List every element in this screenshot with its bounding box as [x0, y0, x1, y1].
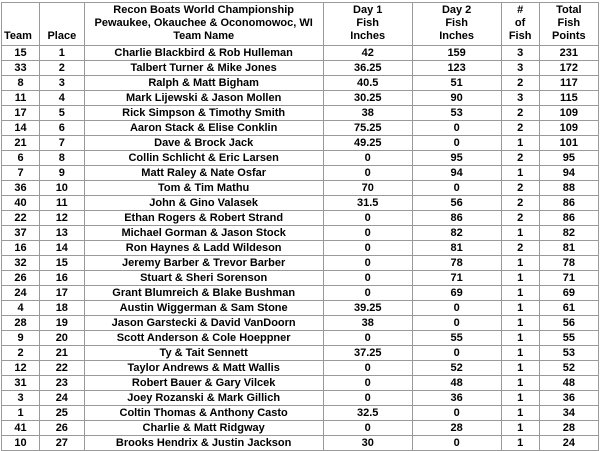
cell-day2-inches: 81 — [412, 241, 501, 256]
cell-day1-inches: 0 — [323, 226, 412, 241]
cell-num-fish: 1 — [501, 316, 539, 331]
cell-place: 18 — [40, 301, 84, 316]
cell-team-name: Mark Lijewski & Jason Mollen — [84, 91, 323, 106]
cell-total-points: 109 — [539, 106, 598, 121]
cell-day1-inches: 42 — [323, 46, 412, 61]
table-row — [2, 376, 599, 391]
cell-num-fish: 2 — [501, 241, 539, 256]
cell-day2-inches: 0 — [412, 301, 501, 316]
table-row — [2, 181, 599, 196]
cell-team: 7 — [2, 166, 40, 181]
cell-total-points: 28 — [539, 421, 598, 436]
cell-place: 25 — [40, 406, 84, 421]
cell-day2-inches: 94 — [412, 166, 501, 181]
header-place: Place — [40, 3, 84, 46]
cell-team-name: Jeremy Barber & Trevor Barber — [84, 256, 323, 271]
cell-place: 14 — [40, 241, 84, 256]
cell-num-fish: 1 — [501, 361, 539, 376]
cell-day1-inches: 0 — [323, 271, 412, 286]
table-row — [2, 106, 599, 121]
cell-num-fish: 1 — [501, 421, 539, 436]
table-row — [2, 331, 599, 346]
cell-team: 16 — [2, 241, 40, 256]
table-row — [2, 61, 599, 76]
cell-place: 1 — [40, 46, 84, 61]
cell-team: 10 — [2, 436, 40, 451]
cell-team: 24 — [2, 286, 40, 301]
cell-num-fish: 2 — [501, 196, 539, 211]
cell-day1-inches: 40.5 — [323, 76, 412, 91]
cell-team: 26 — [2, 271, 40, 286]
table-row — [2, 241, 599, 256]
header-total-points: Total Fish Points — [539, 3, 598, 46]
cell-num-fish: 1 — [501, 301, 539, 316]
cell-team: 28 — [2, 316, 40, 331]
table-row — [2, 166, 599, 181]
cell-day2-inches: 0 — [412, 436, 501, 451]
cell-team-name: Grant Blumreich & Blake Bushman — [84, 286, 323, 301]
cell-total-points: 117 — [539, 76, 598, 91]
cell-total-points: 109 — [539, 121, 598, 136]
cell-team: 14 — [2, 121, 40, 136]
cell-place: 7 — [40, 136, 84, 151]
cell-total-points: 78 — [539, 256, 598, 271]
cell-day2-inches: 0 — [412, 136, 501, 151]
team-name-label: Team Name — [173, 30, 235, 42]
cell-day2-inches: 0 — [412, 406, 501, 421]
cell-team: 2 — [2, 346, 40, 361]
cell-place: 27 — [40, 436, 84, 451]
cell-total-points: 52 — [539, 361, 598, 376]
cell-team-name: Coltin Thomas & Anthony Casto — [84, 406, 323, 421]
cell-team-name: Ron Haynes & Ladd Wildeson — [84, 241, 323, 256]
cell-team-name: Scott Anderson & Cole Hoeppner — [84, 331, 323, 346]
cell-total-points: 36 — [539, 391, 598, 406]
cell-team-name: Jason Garstecki & David VanDoorn — [84, 316, 323, 331]
table-row — [2, 361, 599, 376]
cell-team: 22 — [2, 211, 40, 226]
cell-team-name: Robert Bauer & Gary Vilcek — [84, 376, 323, 391]
header-day1: Day 1 Fish Inches — [323, 3, 412, 46]
cell-day2-inches: 123 — [412, 61, 501, 76]
cell-team: 31 — [2, 376, 40, 391]
cell-place: 2 — [40, 61, 84, 76]
cell-total-points: 82 — [539, 226, 598, 241]
cell-day1-inches: 32.5 — [323, 406, 412, 421]
cell-day1-inches: 0 — [323, 376, 412, 391]
cell-place: 22 — [40, 361, 84, 376]
table-row — [2, 286, 599, 301]
cell-team: 11 — [2, 91, 40, 106]
cell-day2-inches: 0 — [412, 316, 501, 331]
cell-place: 6 — [40, 121, 84, 136]
table-row — [2, 256, 599, 271]
cell-team-name: Charlie & Matt Ridgway — [84, 421, 323, 436]
cell-place: 10 — [40, 181, 84, 196]
cell-day2-inches: 0 — [412, 121, 501, 136]
cell-team-name: Matt Raley & Nate Osfar — [84, 166, 323, 181]
cell-team: 37 — [2, 226, 40, 241]
cell-team-name: Ty & Tait Sennett — [84, 346, 323, 361]
cell-team: 32 — [2, 256, 40, 271]
cell-place: 4 — [40, 91, 84, 106]
cell-day1-inches: 37.25 — [323, 346, 412, 361]
cell-team-name: Talbert Turner & Mike Jones — [84, 61, 323, 76]
table-row — [2, 46, 599, 61]
cell-team-name: Charlie Blackbird & Rob Hulleman — [84, 46, 323, 61]
cell-day1-inches: 0 — [323, 211, 412, 226]
cell-num-fish: 1 — [501, 136, 539, 151]
table-row — [2, 316, 599, 331]
cell-team: 33 — [2, 61, 40, 76]
cell-num-fish: 2 — [501, 211, 539, 226]
table-header — [2, 3, 599, 46]
header-team-name — [84, 3, 323, 46]
cell-team-name: John & Gino Valasek — [84, 196, 323, 211]
cell-day2-inches: 36 — [412, 391, 501, 406]
table-row — [2, 436, 599, 451]
cell-team: 41 — [2, 421, 40, 436]
cell-day1-inches: 31.5 — [323, 196, 412, 211]
cell-total-points: 24 — [539, 436, 598, 451]
cell-place: 16 — [40, 271, 84, 286]
table-row — [2, 76, 599, 91]
results-table — [1, 2, 599, 451]
cell-total-points: 86 — [539, 211, 598, 226]
cell-team-name: Stuart & Sheri Sorenson — [84, 271, 323, 286]
table-row — [2, 421, 599, 436]
cell-total-points: 115 — [539, 91, 598, 106]
cell-day1-inches: 70 — [323, 181, 412, 196]
cell-total-points: 231 — [539, 46, 598, 61]
table-row — [2, 346, 599, 361]
cell-total-points: 71 — [539, 271, 598, 286]
event-title: Recon Boats World Championship — [113, 4, 294, 16]
table-body — [2, 46, 599, 451]
cell-num-fish: 2 — [501, 121, 539, 136]
cell-day1-inches: 0 — [323, 421, 412, 436]
table-row — [2, 406, 599, 421]
cell-team: 4 — [2, 301, 40, 316]
header-row — [2, 3, 599, 46]
cell-place: 12 — [40, 211, 84, 226]
cell-day2-inches: 0 — [412, 346, 501, 361]
header-team: Team — [2, 3, 40, 46]
cell-day1-inches: 30.25 — [323, 91, 412, 106]
cell-total-points: 172 — [539, 61, 598, 76]
cell-team-name: Collin Schlicht & Eric Larsen — [84, 151, 323, 166]
cell-place: 11 — [40, 196, 84, 211]
cell-total-points: 56 — [539, 316, 598, 331]
table-row — [2, 136, 599, 151]
cell-num-fish: 1 — [501, 286, 539, 301]
cell-day2-inches: 48 — [412, 376, 501, 391]
cell-day2-inches: 69 — [412, 286, 501, 301]
cell-day1-inches: 0 — [323, 256, 412, 271]
cell-team-name: Rick Simpson & Timothy Smith — [84, 106, 323, 121]
cell-num-fish: 2 — [501, 181, 539, 196]
cell-day1-inches: 38 — [323, 106, 412, 121]
cell-team: 6 — [2, 151, 40, 166]
cell-total-points: 53 — [539, 346, 598, 361]
cell-day2-inches: 51 — [412, 76, 501, 91]
cell-team-name: Michael Gorman & Jason Stock — [84, 226, 323, 241]
cell-num-fish: 1 — [501, 256, 539, 271]
cell-team: 3 — [2, 391, 40, 406]
table-row — [2, 151, 599, 166]
table-row — [2, 211, 599, 226]
cell-day2-inches: 159 — [412, 46, 501, 61]
cell-team: 15 — [2, 46, 40, 61]
event-location: Pewaukee, Okauchee & Oconomowoc, WI — [94, 17, 313, 29]
cell-num-fish: 1 — [501, 436, 539, 451]
cell-total-points: 55 — [539, 331, 598, 346]
cell-place: 9 — [40, 166, 84, 181]
cell-team-name: Dave & Brock Jack — [84, 136, 323, 151]
cell-day2-inches: 53 — [412, 106, 501, 121]
cell-num-fish: 1 — [501, 391, 539, 406]
cell-place: 23 — [40, 376, 84, 391]
cell-num-fish: 1 — [501, 271, 539, 286]
cell-num-fish: 1 — [501, 406, 539, 421]
cell-num-fish: 1 — [501, 166, 539, 181]
cell-team-name: Brooks Hendrix & Justin Jackson — [84, 436, 323, 451]
cell-team-name: Ralph & Matt Bigham — [84, 76, 323, 91]
cell-day1-inches: 75.25 — [323, 121, 412, 136]
cell-day2-inches: 71 — [412, 271, 501, 286]
table-row — [2, 121, 599, 136]
cell-day1-inches: 49.25 — [323, 136, 412, 151]
cell-total-points: 61 — [539, 301, 598, 316]
cell-total-points: 81 — [539, 241, 598, 256]
cell-team: 8 — [2, 76, 40, 91]
cell-num-fish: 1 — [501, 376, 539, 391]
cell-place: 19 — [40, 316, 84, 331]
cell-day2-inches: 78 — [412, 256, 501, 271]
cell-day1-inches: 38 — [323, 316, 412, 331]
table-row — [2, 271, 599, 286]
cell-day1-inches: 36.25 — [323, 61, 412, 76]
cell-total-points: 69 — [539, 286, 598, 301]
cell-total-points: 101 — [539, 136, 598, 151]
cell-num-fish: 1 — [501, 331, 539, 346]
cell-place: 13 — [40, 226, 84, 241]
cell-day2-inches: 55 — [412, 331, 501, 346]
cell-num-fish: 3 — [501, 46, 539, 61]
cell-team-name: Taylor Andrews & Matt Wallis — [84, 361, 323, 376]
cell-day2-inches: 0 — [412, 181, 501, 196]
cell-num-fish: 1 — [501, 346, 539, 361]
cell-day1-inches: 0 — [323, 241, 412, 256]
cell-place: 21 — [40, 346, 84, 361]
cell-day1-inches: 0 — [323, 331, 412, 346]
cell-team-name: Joey Rozanski & Mark Gillich — [84, 391, 323, 406]
cell-total-points: 34 — [539, 406, 598, 421]
cell-team-name: Tom & Tim Mathu — [84, 181, 323, 196]
cell-team: 9 — [2, 331, 40, 346]
cell-day1-inches: 0 — [323, 151, 412, 166]
cell-team: 17 — [2, 106, 40, 121]
cell-day2-inches: 28 — [412, 421, 501, 436]
cell-place: 3 — [40, 76, 84, 91]
cell-place: 5 — [40, 106, 84, 121]
table-row — [2, 391, 599, 406]
header-num-fish: # of Fish — [501, 3, 539, 46]
cell-day1-inches: 0 — [323, 166, 412, 181]
cell-place: 8 — [40, 151, 84, 166]
cell-num-fish: 2 — [501, 76, 539, 91]
cell-day2-inches: 90 — [412, 91, 501, 106]
cell-place: 20 — [40, 331, 84, 346]
cell-team-name: Aaron Stack & Elise Conklin — [84, 121, 323, 136]
cell-day2-inches: 86 — [412, 211, 501, 226]
cell-total-points: 94 — [539, 166, 598, 181]
cell-day2-inches: 56 — [412, 196, 501, 211]
cell-total-points: 95 — [539, 151, 598, 166]
cell-num-fish: 3 — [501, 61, 539, 76]
table-row — [2, 91, 599, 106]
cell-num-fish: 3 — [501, 91, 539, 106]
cell-num-fish: 2 — [501, 151, 539, 166]
cell-day1-inches: 0 — [323, 361, 412, 376]
cell-place: 26 — [40, 421, 84, 436]
cell-place: 17 — [40, 286, 84, 301]
cell-team: 36 — [2, 181, 40, 196]
cell-team-name: Ethan Rogers & Robert Strand — [84, 211, 323, 226]
cell-day1-inches: 0 — [323, 391, 412, 406]
cell-place: 24 — [40, 391, 84, 406]
cell-day1-inches: 30 — [323, 436, 412, 451]
cell-team: 1 — [2, 406, 40, 421]
cell-day2-inches: 52 — [412, 361, 501, 376]
cell-place: 15 — [40, 256, 84, 271]
cell-total-points: 86 — [539, 196, 598, 211]
cell-team-name: Austin Wiggerman & Sam Stone — [84, 301, 323, 316]
cell-team: 40 — [2, 196, 40, 211]
header-day2: Day 2 Fish Inches — [412, 3, 501, 46]
cell-team: 21 — [2, 136, 40, 151]
table-row — [2, 301, 599, 316]
cell-day2-inches: 95 — [412, 151, 501, 166]
cell-day1-inches: 0 — [323, 286, 412, 301]
table-row — [2, 196, 599, 211]
table-row — [2, 226, 599, 241]
cell-total-points: 88 — [539, 181, 598, 196]
cell-team: 12 — [2, 361, 40, 376]
cell-day2-inches: 82 — [412, 226, 501, 241]
cell-day1-inches: 39.25 — [323, 301, 412, 316]
cell-num-fish: 2 — [501, 106, 539, 121]
cell-total-points: 48 — [539, 376, 598, 391]
cell-num-fish: 1 — [501, 226, 539, 241]
